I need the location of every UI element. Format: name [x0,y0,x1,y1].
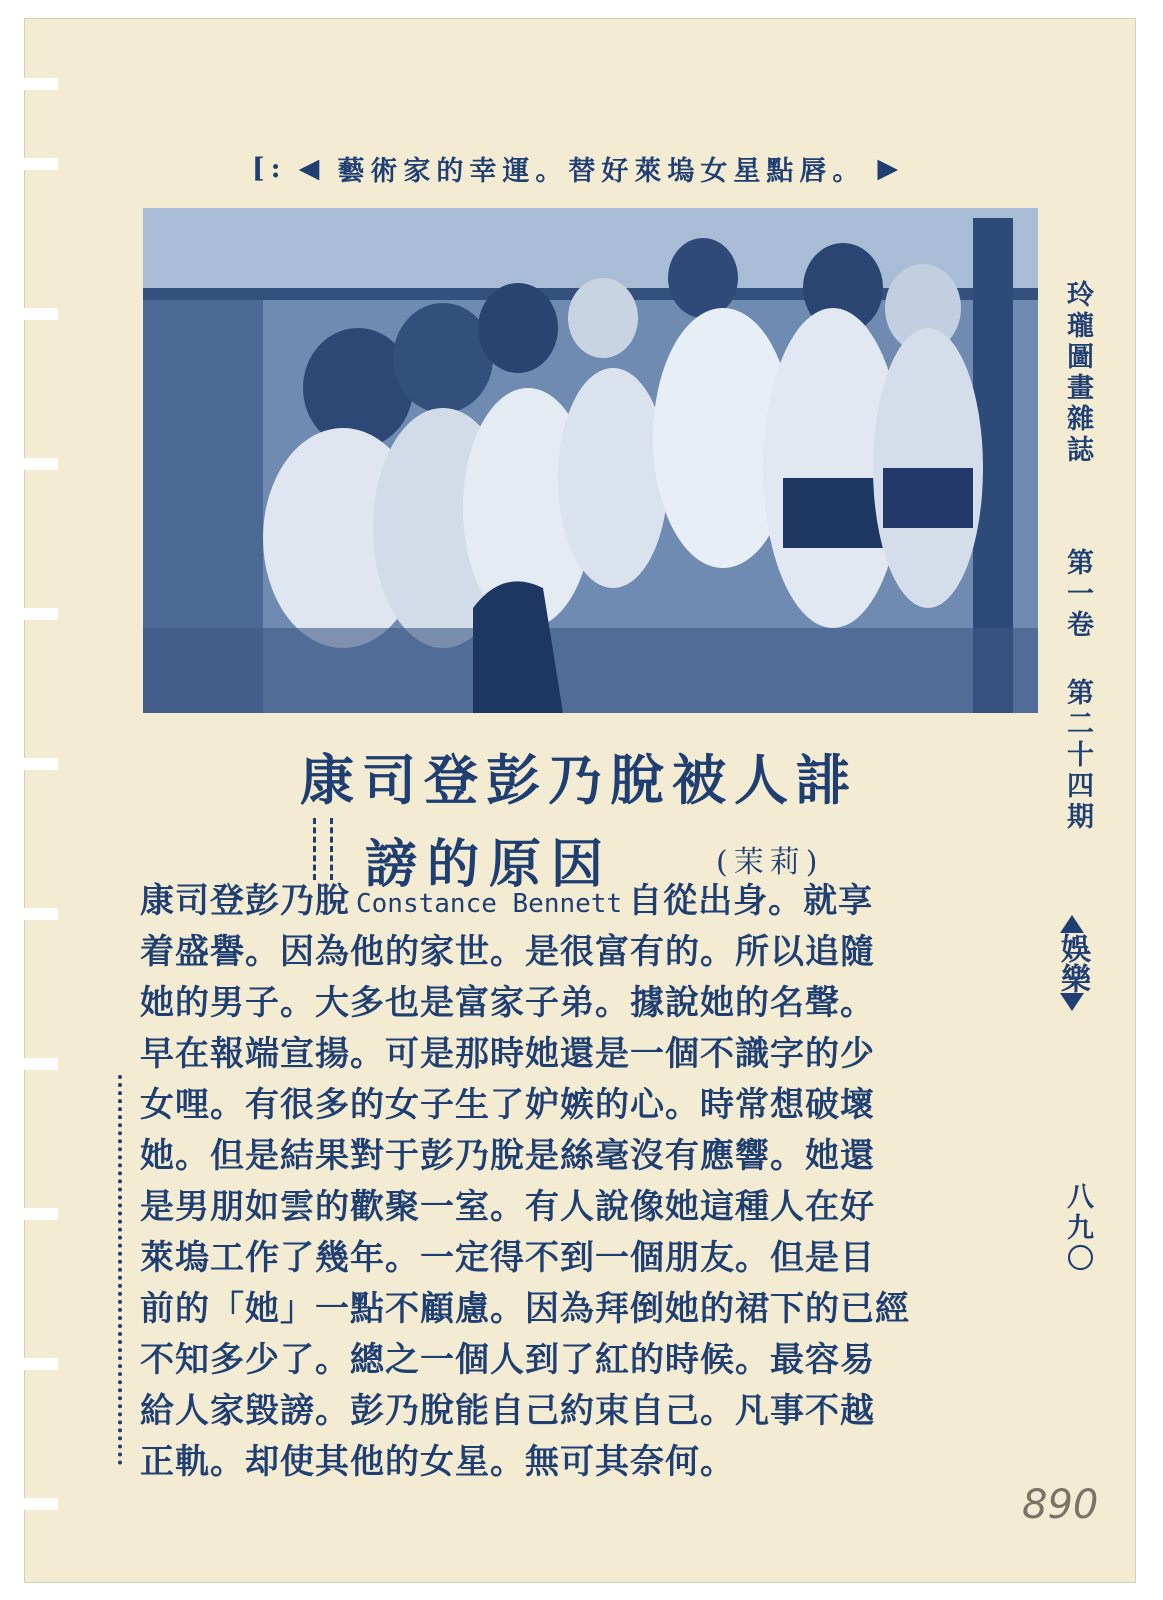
edge-notch [24,1058,58,1070]
edge-notch [24,1208,58,1220]
margin-mark [313,818,333,880]
edge-notch [24,608,58,620]
edge-notch [24,1358,58,1370]
edge-notch [24,908,58,920]
article-body [140,876,1045,1488]
volume-label: 第一卷 [1062,548,1093,641]
caption-text: 藝術家的幸運。替好萊塢女星點唇。 [337,155,866,187]
article-title-line2: 謗的原因 [365,834,614,895]
body-line: 着盛譽。因為他的家世。是很富有的。所以追隨 [140,932,875,972]
body-line: 她的男子。大多也是富家子弟。據說她的名聲。 [140,983,875,1023]
body-line: 女哩。有很多的女子生了妒嫉的心。時常想破壞 [140,1085,875,1125]
issue-label: 第二十四期 [1062,678,1093,833]
caption-left-marker: [: [251,152,287,184]
body-line: 給人家毀謗。彭乃脫能自己約束自己。凡事不越 [140,1391,875,1431]
body-line [140,876,1045,927]
right-arrow-icon: ▶ [877,152,905,184]
triangle-up-icon [1060,915,1084,933]
body-line: 早在報端宣揚。可是那時她還是一個不識字的少 [140,1034,875,1074]
edge-notch [24,458,58,470]
body-line: 萊塢工作了幾年。一定得不到一個朋友。但是目 [140,1238,875,1278]
edge-notch [24,758,58,770]
section-label: 娛樂 [1055,933,1090,993]
page-number: 八九〇 [1062,1182,1093,1275]
edge-notch [24,78,58,90]
triangle-down-icon [1060,993,1084,1011]
edge-notch [24,308,58,320]
body-line: 正軌。却使其他的女星。無可其奈何。 [140,1442,735,1482]
english-name: Constance Bennett [356,889,623,919]
body-line: 她。但是結果對于彭乃脫是絲毫沒有應響。她還 [140,1136,875,1176]
body-line: 前的「她」一點不顧慮。因為拜倒她的裙下的已經 [140,1289,910,1329]
pencil-annotation: 890 [1022,1482,1099,1528]
edge-notch [24,158,58,170]
body-line1-start: 康司登彭乃脫 [140,881,350,921]
article-title-line1: 康司登彭乃脫被人誹 [300,748,858,812]
body-line: 是男朋如雲的歡聚一室。有人說像她這種人在好 [140,1187,875,1227]
margin-bracket [118,1075,140,1465]
photo-caption [198,150,958,186]
body-line: 不知多少了。總之一個人到了紅的時候。最容易 [140,1340,875,1380]
section-marker [1055,915,1089,1011]
left-arrow-icon: ◀ [298,152,326,184]
edge-notch [24,1498,58,1510]
body-line1-end: 自從出身。就享 [628,881,874,921]
author-byline: (茉莉) [716,845,824,880]
magazine-name: 玲瓏圖畫雜誌 [1062,280,1093,466]
photo-illustration [143,208,1038,713]
photo-group-of-women [143,208,1038,713]
